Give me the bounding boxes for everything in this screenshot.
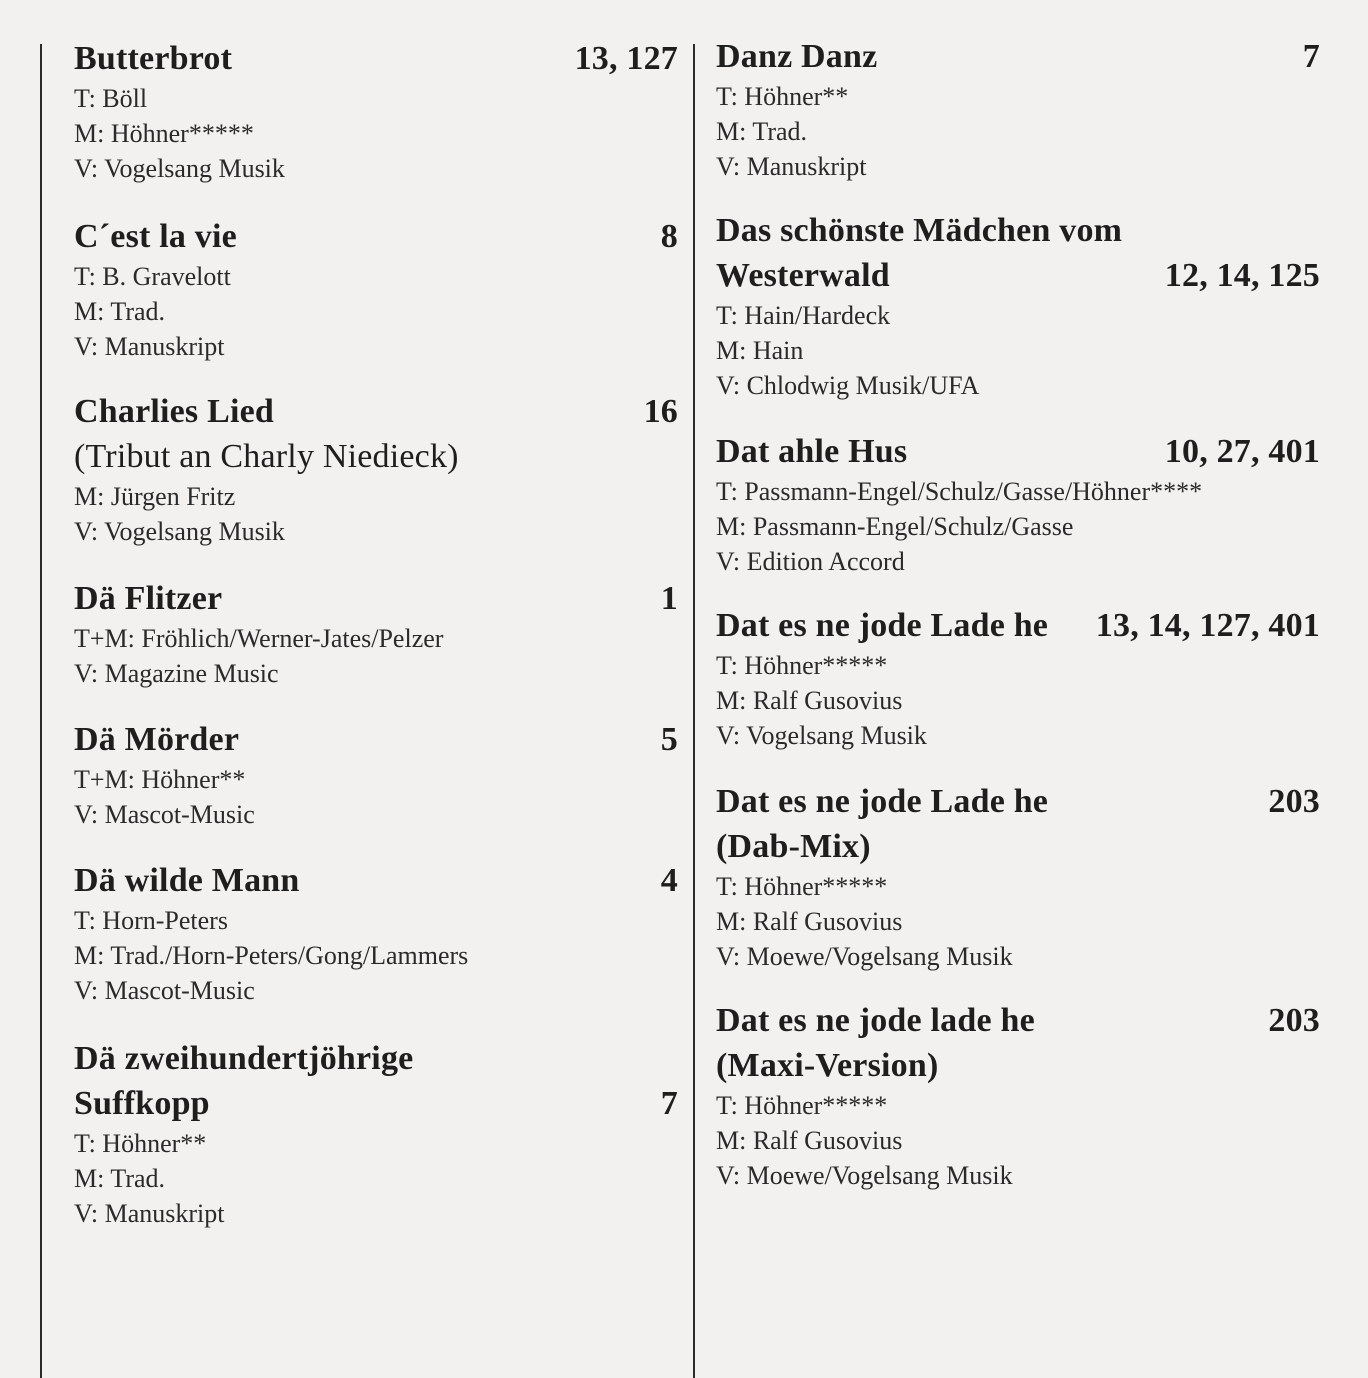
song-title-continued: Suffkopp: [74, 1085, 210, 1122]
credit-text: T: B. Gravelott: [74, 262, 231, 291]
song-entry: [74, 214, 678, 364]
song-title-line: [74, 1036, 678, 1081]
credit-publisher: V: Chlodwig Musik/UFA: [716, 371, 980, 400]
credit-publisher: V: Magazine Music: [74, 659, 279, 688]
credit-publisher: V: Manuskript: [74, 332, 225, 361]
song-title-line-2: [74, 1081, 678, 1126]
song-track-numbers: 13, 127: [574, 40, 678, 77]
credit-publisher: V: Mascot-Music: [74, 976, 255, 1005]
song-track-numbers: 13, 14, 127, 401: [1095, 607, 1320, 644]
song-track-numbers: 203: [1268, 1002, 1320, 1039]
song-title: Charlies Lied: [74, 393, 274, 430]
credit-text: T: Höhner**: [74, 1129, 207, 1158]
credit-publisher: V: Manuskript: [74, 1199, 225, 1228]
song-track-numbers: 5: [660, 721, 678, 758]
song-title: Dä Flitzer: [74, 580, 223, 617]
credit-publisher: V: Moewe/Vogelsang Musik: [716, 1161, 1013, 1190]
credit-music: M: Hain: [716, 336, 804, 365]
credit-music: M: Ralf Gusovius: [716, 686, 903, 715]
song-entry: [74, 1036, 678, 1231]
song-subtitle: (Tribut an Charly Niedieck): [74, 438, 459, 475]
song-title-line: [716, 998, 1320, 1043]
song-title-continued: (Dab-Mix): [716, 828, 871, 865]
credit-text-music: T+M: Höhner**: [74, 765, 246, 794]
song-title-line: [74, 36, 678, 81]
credit-text: T: Horn-Peters: [74, 906, 228, 935]
credit-music: M: Ralf Gusovius: [716, 907, 903, 936]
song-subtitle-line: [74, 434, 678, 479]
credit-music: M: Jürgen Fritz: [74, 482, 236, 511]
song-title: Butterbrot: [74, 40, 233, 77]
song-title-line: [716, 429, 1320, 474]
song-entry: [716, 779, 1320, 974]
credit-publisher: V: Edition Accord: [716, 547, 905, 576]
song-title: Dat es ne jode lade he: [716, 1002, 1035, 1039]
credit-music: M: Trad./Horn-Peters/Gong/Lammers: [74, 941, 469, 970]
song-title-line: [716, 779, 1320, 824]
song-entry: [74, 389, 678, 549]
song-entry: [74, 36, 678, 186]
credit-publisher: V: Vogelsang Musik: [74, 154, 285, 183]
credit-publisher: V: Vogelsang Musik: [716, 721, 927, 750]
credit-music: M: Ralf Gusovius: [716, 1126, 903, 1155]
left-margin-rule: [40, 44, 42, 1378]
credit-music: M: Trad.: [716, 117, 808, 146]
song-title: Dä Mörder: [74, 721, 240, 758]
song-track-numbers: 10, 27, 401: [1164, 433, 1320, 470]
song-title-continued: Westerwald: [716, 257, 890, 294]
song-title-line: [74, 214, 678, 259]
song-entry: [74, 858, 678, 1008]
song-title-line-2: [716, 824, 1320, 869]
song-title-line: [74, 576, 678, 621]
song-title-line-2: [716, 253, 1320, 298]
column-divider-rule: [693, 44, 695, 1378]
credit-text: T: Höhner**: [716, 82, 849, 111]
song-track-numbers: 12, 14, 125: [1164, 257, 1320, 294]
song-title: Dä wilde Mann: [74, 862, 300, 899]
song-track-numbers: 16: [643, 393, 678, 430]
song-title: Danz Danz: [716, 38, 878, 75]
song-track-numbers: 7: [1302, 38, 1320, 75]
song-entry: [74, 576, 678, 691]
credit-text: T: Höhner*****: [716, 1091, 888, 1120]
credit-text-music: T+M: Fröhlich/Werner-Jates/Pelzer: [74, 624, 444, 653]
credit-text: T: Hain/Hardeck: [716, 301, 891, 330]
credit-music: M: Trad.: [74, 297, 166, 326]
song-track-numbers: 7: [660, 1085, 678, 1122]
song-title-line: [716, 603, 1320, 648]
song-title-line-2: [716, 1043, 1320, 1088]
song-title: Dat ahle Hus: [716, 433, 908, 470]
credit-music: M: Passmann-Engel/Schulz/Gasse: [716, 512, 1074, 541]
credit-music: M: Höhner*****: [74, 119, 254, 148]
song-title-continued: (Maxi-Version): [716, 1047, 939, 1084]
credit-text: T: Böll: [74, 84, 148, 113]
song-title-line: [74, 858, 678, 903]
song-entry: [716, 34, 1320, 184]
credit-music: M: Trad.: [74, 1164, 166, 1193]
song-title: Dä zweihundertjöhrige: [74, 1040, 414, 1077]
credit-text: T: Passmann-Engel/Schulz/Gasse/Höhner****: [716, 477, 1203, 506]
credit-publisher: V: Manuskript: [716, 152, 867, 181]
song-entry: [716, 998, 1320, 1193]
song-entry: [74, 717, 678, 832]
song-track-numbers: 8: [660, 218, 678, 255]
song-title-line: [74, 717, 678, 762]
song-title: Dat es ne jode Lade he: [716, 783, 1049, 820]
song-track-numbers: 1: [660, 580, 678, 617]
song-track-numbers: 4: [660, 862, 678, 899]
song-title-line: [716, 34, 1320, 79]
credit-publisher: V: Moewe/Vogelsang Musik: [716, 942, 1013, 971]
credit-text: T: Höhner*****: [716, 651, 888, 680]
song-title: Das schönste Mädchen vom: [716, 212, 1123, 249]
credit-publisher: V: Mascot-Music: [74, 800, 255, 829]
song-title-line: [716, 208, 1320, 253]
song-title: Dat es ne jode Lade he: [716, 607, 1049, 644]
song-entry: [716, 603, 1320, 753]
song-track-numbers: 203: [1268, 783, 1320, 820]
song-title-line: [74, 389, 678, 434]
song-entry: [716, 429, 1320, 579]
credit-text: T: Höhner*****: [716, 872, 888, 901]
song-entry: [716, 208, 1320, 403]
credit-publisher: V: Vogelsang Musik: [74, 517, 285, 546]
song-title: C´est la vie: [74, 218, 237, 255]
